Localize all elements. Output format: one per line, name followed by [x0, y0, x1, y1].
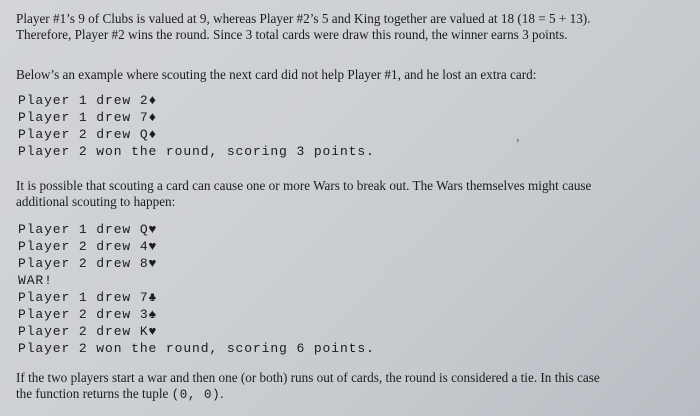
paragraph-tie-rule: [16, 370, 600, 403]
code-line: Player 1 drew 7♣: [18, 290, 158, 305]
text-fragment: .: [220, 386, 224, 401]
text-fragment: the function returns the tuple: [16, 386, 172, 401]
code-example-scouting: [16, 92, 375, 160]
text-line: It is possible that scouting a card can cause one or more Wars to break out. The Wars themselves might cause: [16, 178, 592, 193]
code-line: Player 2 drew 4♥: [18, 239, 158, 254]
code-line: Player 2 drew Q♦: [18, 127, 158, 142]
text-line: Player #1’s 9 of Clubs is valued at 9, whereas Player #2’s 5 and King together are valued at 18 (18 = 5 + 13).: [16, 11, 591, 26]
code-line: Player 1 drew 2♦: [18, 93, 158, 108]
code-example-war: [16, 221, 375, 357]
text-line: additional scouting to happen:: [16, 194, 176, 209]
text-line: [16, 386, 600, 403]
code-line: WAR!: [18, 273, 53, 288]
paragraph-wars-intro: [16, 178, 591, 210]
text-line: Below’s an example where scouting the next card did not help Player #1, and he lost an extra card:: [16, 67, 537, 82]
paragraph-example-intro: [16, 67, 536, 83]
code-line: Player 1 drew Q♥: [18, 222, 158, 237]
text-line: Therefore, Player #2 wins the round. Since 3 total cards were draw this round, the winner earns 3 points.: [16, 27, 568, 42]
code-line: Player 2 drew 8♥: [18, 256, 158, 271]
stray-mark: ›: [516, 136, 520, 146]
code-line: Player 2 drew 3♠: [18, 307, 158, 322]
code-line: Player 2 won the round, scoring 6 points.: [18, 341, 375, 356]
text-line: If the two players start a war and then one (or both) runs out of cards, the round is considered a tie. In this case: [16, 370, 600, 385]
code-line: Player 1 drew 7♦: [18, 110, 158, 125]
paragraph-scoring-explanation: [16, 11, 590, 43]
code-line: Player 2 won the round, scoring 3 points.: [18, 144, 375, 159]
code-line: Player 2 drew K♥: [18, 324, 158, 339]
inline-code-tuple: (0, 0): [171, 388, 221, 402]
